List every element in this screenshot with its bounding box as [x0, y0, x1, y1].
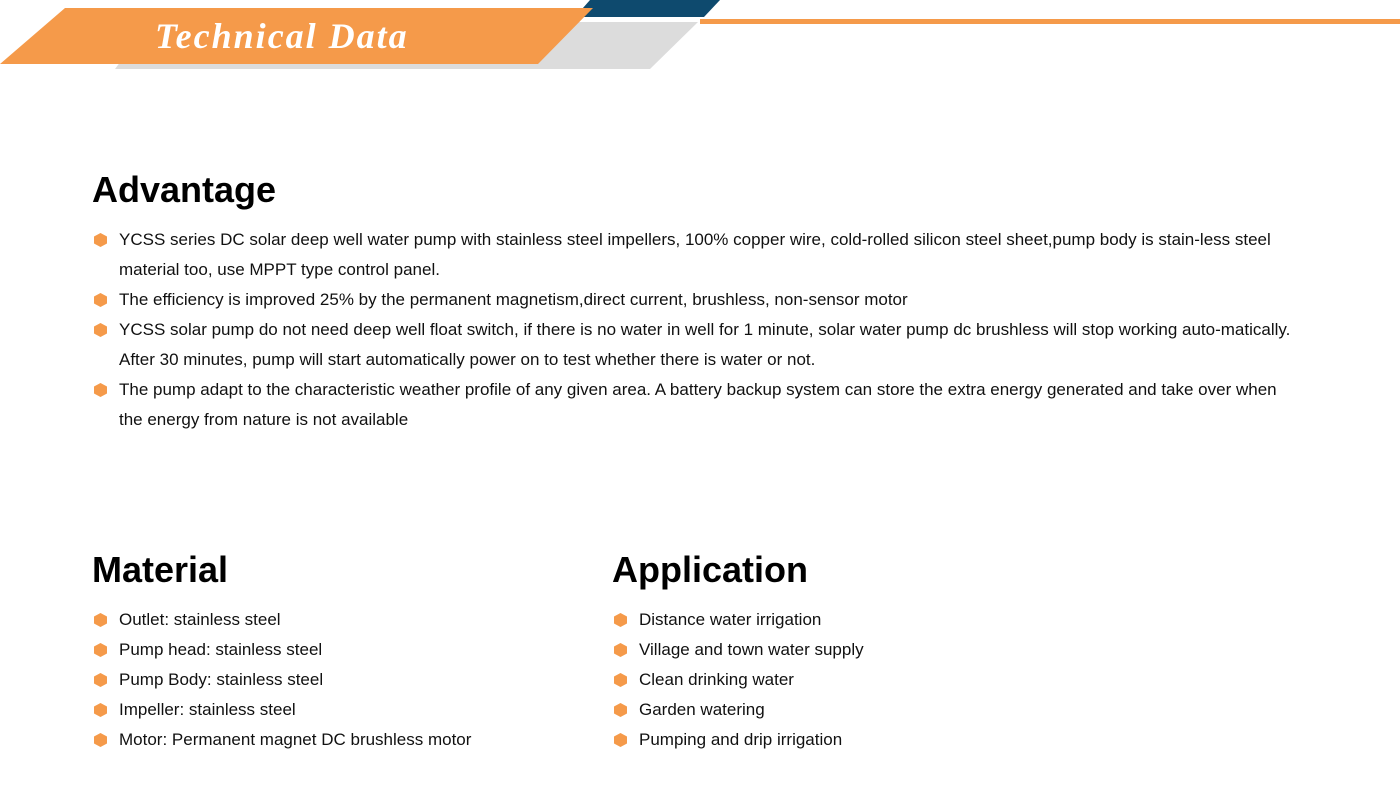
orange-hexagon-icon [614, 733, 627, 747]
orange-hexagon-icon [94, 703, 107, 717]
banner-orange-line [700, 19, 1400, 24]
list-item-text: YCSS solar pump do not need deep well float switch, if there is no water in well for 1 minute, solar water pump dc brushless will stop working auto-matically. After 30 minutes, pump will start automatically power on to test whether there is water or not. [119, 320, 1291, 369]
list-item-text: Pumping and drip irrigation [639, 730, 843, 749]
advantage-heading: Advantage [92, 169, 277, 210]
list-item [612, 695, 1092, 725]
orange-hexagon-icon [614, 703, 627, 717]
list-item [612, 665, 1092, 695]
list-item-text: Distance water irrigation [639, 610, 822, 629]
banner-navy-stripe [575, 0, 720, 17]
list-item [92, 225, 1292, 285]
orange-hexagon-icon [94, 613, 107, 627]
material-heading: Material [92, 549, 229, 590]
list-item [92, 665, 572, 695]
list-item [92, 315, 1292, 375]
orange-hexagon-icon [94, 233, 107, 247]
orange-hexagon-icon [94, 673, 107, 687]
header-banner [0, 0, 1400, 80]
advantage-section [92, 170, 1292, 435]
orange-hexagon-icon [94, 293, 107, 307]
list-item-text: Village and town water supply [639, 640, 864, 659]
orange-hexagon-icon [614, 643, 627, 657]
list-item-text: Impeller: stainless steel [119, 700, 296, 719]
list-item-text: Clean drinking water [639, 670, 794, 689]
list-item-text: The efficiency is improved 25% by the permanent magnetism,direct current, brushless, non-sensor motor [119, 290, 908, 309]
list-item [612, 605, 1092, 635]
orange-hexagon-icon [94, 323, 107, 337]
application-list [612, 605, 1092, 755]
orange-hexagon-icon [94, 383, 107, 397]
list-item [612, 725, 1092, 755]
list-item-text: YCSS series DC solar deep well water pump with stainless steel impellers, 100% copper wire, cold-rolled silicon steel sheet,pump body is stain-less steel material too, use MPPT type control panel. [119, 230, 1271, 279]
list-item-text: The pump adapt to the characteristic weather profile of any given area. A battery backup system can store the extra energy generated and take over when the energy from nature is not available [119, 380, 1277, 429]
application-heading: Application [612, 549, 808, 590]
list-item [92, 605, 572, 635]
list-item [612, 635, 1092, 665]
list-item [92, 375, 1292, 435]
orange-hexagon-icon [614, 613, 627, 627]
orange-hexagon-icon [94, 643, 107, 657]
list-item-text: Outlet: stainless steel [119, 610, 281, 629]
list-item-text: Pump Body: stainless steel [119, 670, 324, 689]
list-item [92, 695, 572, 725]
orange-hexagon-icon [94, 733, 107, 747]
material-list [92, 605, 572, 755]
application-section [612, 550, 1092, 755]
advantage-list [92, 225, 1292, 435]
page-title: Technical Data [155, 16, 409, 56]
list-item [92, 635, 572, 665]
list-item-text: Garden watering [639, 700, 765, 719]
material-section [92, 550, 572, 755]
orange-hexagon-icon [614, 673, 627, 687]
list-item [92, 285, 1292, 315]
list-item [92, 725, 572, 755]
list-item-text: Motor: Permanent magnet DC brushless motor [119, 730, 472, 749]
list-item-text: Pump head: stainless steel [119, 640, 323, 659]
